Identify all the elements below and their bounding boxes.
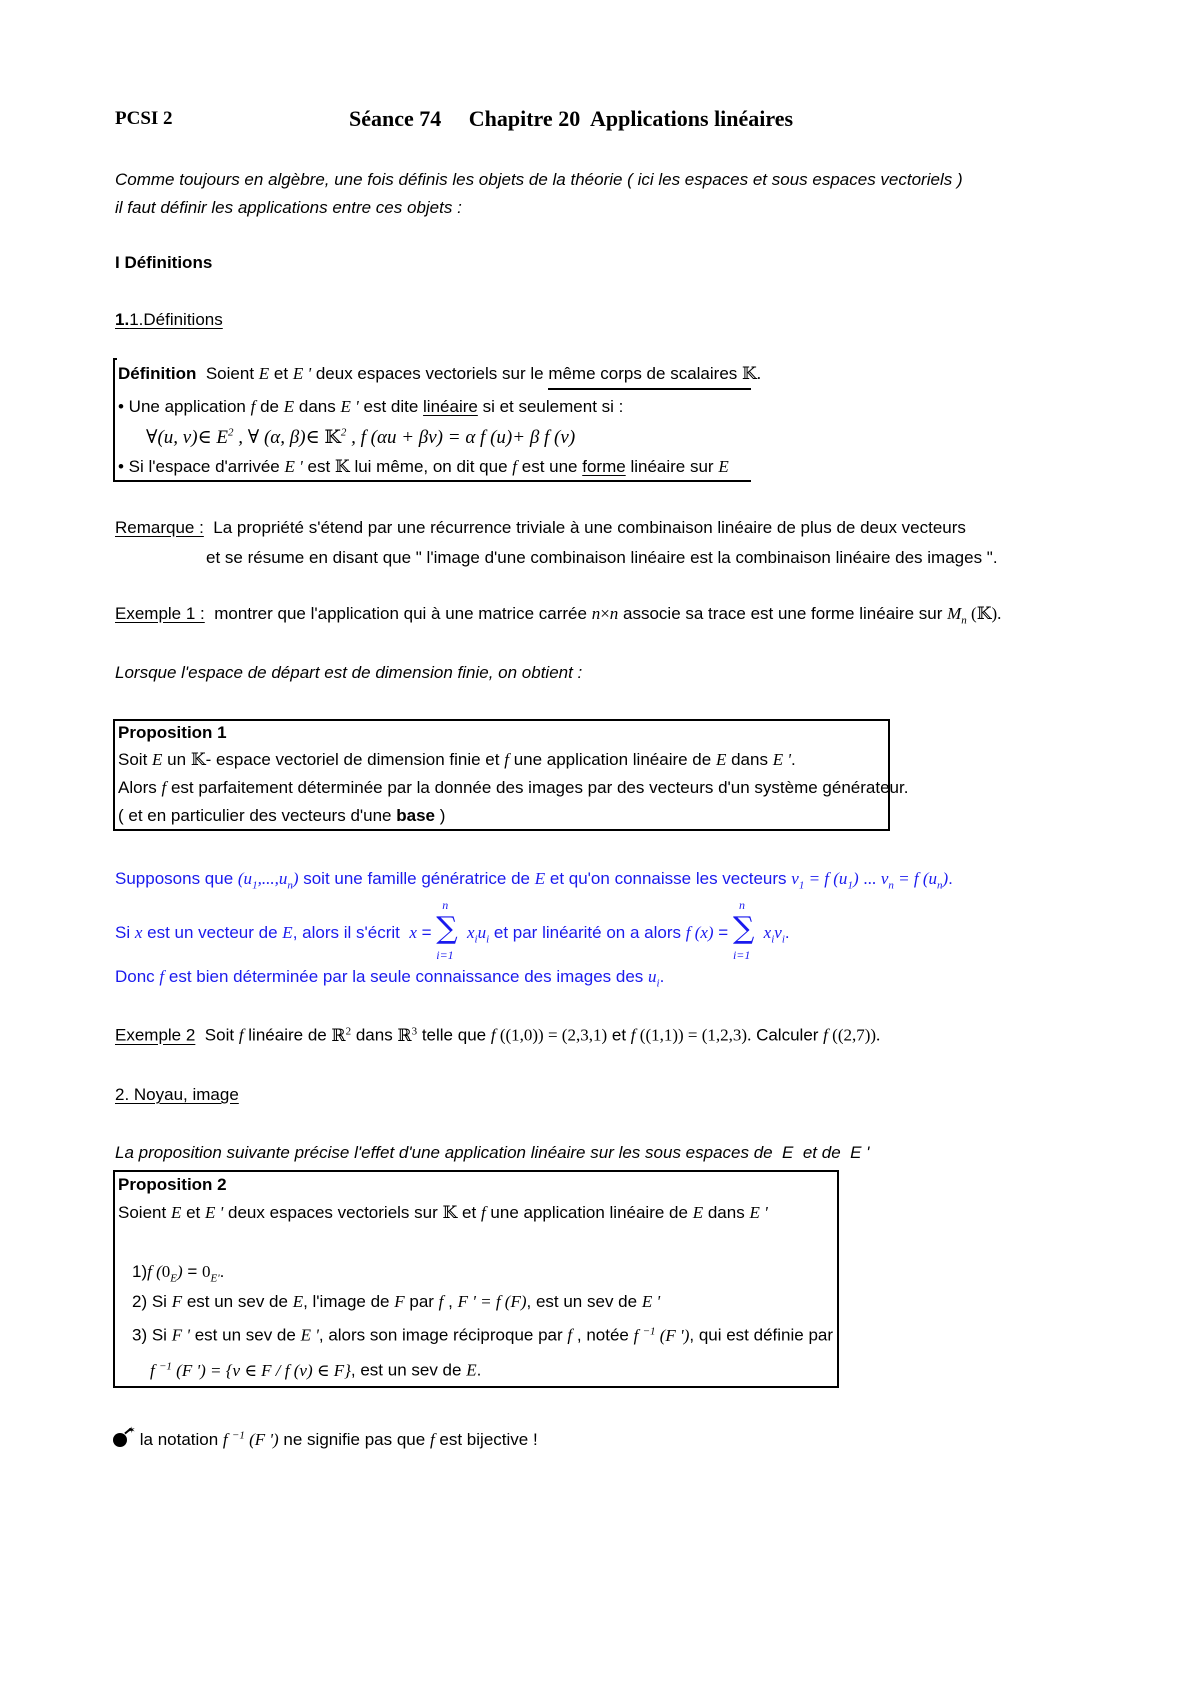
section-2-intro: La proposition suivante précise l'effet d'une application linéaire sur les sous espaces de E et de E ' (115, 1143, 870, 1162)
sum-symbol: n ∑ i=1 (732, 898, 755, 962)
definition-rule-1 (548, 388, 751, 390)
remark-line-2: et se résume en disant que " l'image d'une combinaison linéaire est la combinaison linéaire des images ". (206, 548, 998, 567)
section-1-title: I Définitions (115, 253, 213, 272)
bomb-icon: ✶ (113, 1428, 135, 1448)
subsection-1-title: 1.1.Définitions (115, 310, 223, 329)
blue-line-3: Donc f est bien déterminée par la seule connaissance des images des $u_i$. (115, 967, 665, 990)
proposition-1-line-3: ( et en particulier des vecteurs d'une base ) (118, 806, 446, 825)
blue-line-2: Si x est un vecteur de E, alors il s'écrit x = n ∑ i=1 $x_iu_i$ et par linéarité on a alors f (x) = n ∑ i=1 $x_iv_i$. (115, 898, 790, 962)
proposition-1-title: Proposition 1 (118, 723, 227, 742)
proposition-2-title: Proposition 2 (118, 1175, 227, 1194)
example-1: Exemple 1 : montrer que l'application qui à une matrice carrée n×n associe sa trace est une forme linéaire sur $M_n$ (𝕂). (115, 604, 1002, 627)
definition-line-1: Définition Soient E et E ' deux espaces vectoriels sur le même corps de scalaires 𝕂. (118, 364, 762, 383)
warning-line: ✶ la notation f $^{-1}$ (F ') ne signifie pas que f est bijective ! (113, 1428, 538, 1450)
subsection-1-text: 1.Définitions (129, 310, 223, 329)
proposition-1-line-1: Soit E un 𝕂- espace vectoriel de dimension finie et f une application linéaire de E dans E '. (118, 750, 796, 769)
definition-bullet-2: • Si l'espace d'arrivée E ' est 𝕂 lui même, on dit que f est une forme linéaire sur E (118, 457, 729, 476)
example-1-label: Exemple 1 : (115, 604, 205, 623)
definition-left-border (113, 358, 115, 482)
proposition-2-line-1: Soient E et E ' deux espaces vectoriels sur 𝕂 et f une application linéaire de E dans E ' (118, 1203, 768, 1222)
class-label: PCSI 2 (115, 108, 173, 129)
sum-symbol: n ∑ i=1 (436, 898, 458, 962)
proposition-2-item-4: f $^{-1}$ (F ') = {v ∈ F / f (v) ∈ F}, est un sev de E. (150, 1360, 482, 1380)
proposition-2-item-2: 2) Si F est un sev de E, l'image de F par f , F ' = f (F), est un sev de E ' (132, 1292, 661, 1311)
transition-text: Lorsque l'espace de départ est de dimension finie, on obtient : (115, 663, 583, 682)
example-2-label: Exemple 2 (115, 1025, 196, 1045)
proposition-2-item-3: 3) Si F ' est un sev de E ', alors son image réciproque par f , notée f $^{-1}$ (F '), qui est définie par (132, 1325, 834, 1345)
intro-line-1: Comme toujours en algèbre, une fois définis les objets de la théorie ( ici les espaces et sous espaces vectoriels ) (115, 170, 963, 189)
remark-label: Remarque : (115, 518, 204, 537)
definition-formula: ∀(u, v)∈ $E^2$ , ∀ (α, β)∈ 𝕂$^2$ , f (αu + βv) = α f (u)+ β f (v) (146, 426, 576, 448)
definition-bullet-1: • Une application f de E dans E ' est dite linéaire si et seulement si : (118, 397, 624, 416)
definition-top-tick (113, 358, 117, 360)
definition-rule-2 (113, 480, 751, 482)
page-title: Séance 74 Chapitre 20 Applications linéaires (349, 106, 794, 131)
remark-line-1: Remarque : La propriété s'étend par une récurrence triviale à une combinaison linéaire de plus de deux vecteurs (115, 518, 966, 537)
blue-line-1: Supposons que $(u_1,...,u_n)$ soit une famille génératrice de E et qu'on connaisse les vecteurs $v_1 = f$ $(u_1)$ ... $v_n = f$ $(u_n)$. (115, 869, 953, 892)
proposition-1-line-2: Alors f est parfaitement déterminée par la donnée des images par des vecteurs d'un système générateur. (118, 778, 909, 797)
proposition-2-item-1: 1)f $(0_E) = 0_{E'}$. (132, 1262, 225, 1285)
section-2-title: 2. Noyau, image (115, 1085, 239, 1104)
intro-line-2: il faut définir les applications entre ces objets : (115, 198, 462, 217)
example-2: Exemple 2 Soit f linéaire de ℝ$^2$ dans ℝ$^3$ telle que f ((1,0)) = (2,3,1) et f ((1,1)) = (1,2,3). Calculer f ((2,7)). (115, 1025, 881, 1045)
definition-label: Définition (118, 364, 197, 383)
